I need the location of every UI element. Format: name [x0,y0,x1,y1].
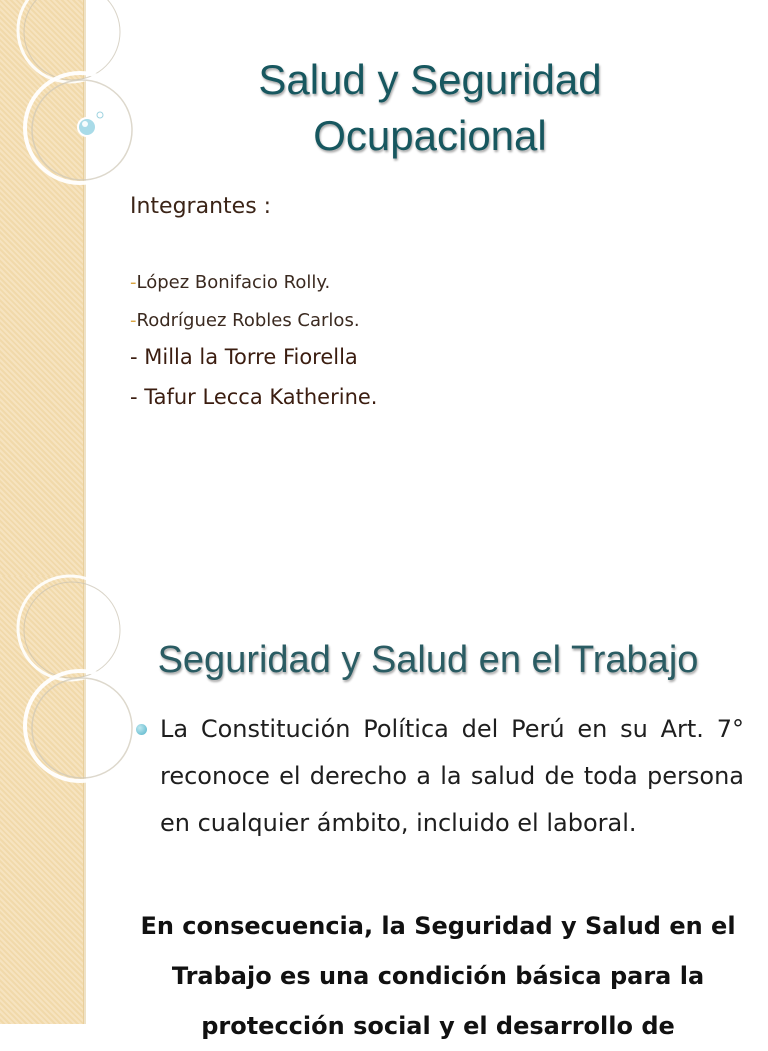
slide-2-title: Seguridad y Salud en el Trabajo [157,639,699,681]
member-item [130,385,377,409]
member-item [130,310,360,331]
member-name: López Bonifacio Rolly. [136,272,331,293]
decorative-rings-icon [0,576,140,806]
member-dash: - [130,272,137,293]
member-dash: - [130,310,137,331]
bullet-text: La Constitución Política del Perú en su Art. 7° reconoce el derecho a la salud de toda persona en cualquier ámbito, incluido el laboral. [160,715,744,837]
integrantes-label: Integrantes : [130,194,272,219]
member-dash: - [130,345,138,369]
decorative-rings-icon [0,0,140,230]
member-name: Rodríguez Robles Carlos. [136,310,360,331]
title-line-1: Salud y Seguridad [258,56,602,103]
member-item [130,345,358,369]
member-item [130,272,330,293]
slide-2 [0,576,768,1040]
member-name: Milla la Torre Fiorella [137,345,358,369]
bullet-item [136,706,744,847]
conclusion-text: En consecuencia, la Seguridad y Salud en el Trabajo es una condición básica para la protección social y el desarrollo de [140,912,736,1040]
bullet-dot-icon [136,724,147,735]
title-line-2: Ocupacional [313,112,547,159]
member-name: Tafur Lecca Katherine. [137,385,378,409]
member-dash: - [130,385,138,409]
slide-1-title [180,52,680,164]
